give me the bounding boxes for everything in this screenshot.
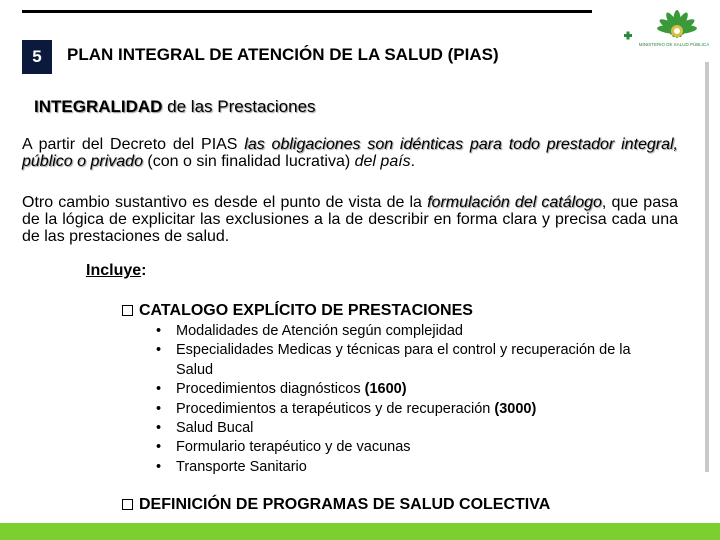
list-item xyxy=(156,438,656,457)
p1-text-a: A partir del Decreto del PIAS xyxy=(22,136,245,153)
section-heading-programs xyxy=(122,496,550,514)
section-heading-catalog xyxy=(122,302,473,320)
includes-word: Incluye xyxy=(86,262,142,279)
includes-colon: : xyxy=(141,262,147,279)
catalog-list xyxy=(156,322,656,477)
list-item xyxy=(156,458,656,477)
seal-logo xyxy=(617,4,717,62)
item-text: Transporte Sanitario xyxy=(176,458,307,475)
top-rule xyxy=(22,10,592,13)
p2-text-a: Otro cambio sustantivo es desde el punto de vista de la xyxy=(22,194,428,211)
item-text: Formulario terapéutico y de vacunas xyxy=(176,439,411,456)
item-count: (1600) xyxy=(364,381,407,398)
list-item xyxy=(156,419,656,438)
p1-text-b: (con o sin finalidad lucrativa) xyxy=(142,153,355,170)
slide-title: PLAN INTEGRAL DE ATENCIÓN DE LA SALUD (PIAS) xyxy=(67,45,499,64)
list-item xyxy=(156,341,656,380)
subtitle-rest: de las Prestaciones xyxy=(162,97,316,116)
right-rule xyxy=(705,62,709,472)
section-subtitle xyxy=(34,97,316,117)
item-text: Especialidades Medicas y técnicas para el control y recuperación de la Salud xyxy=(176,342,631,378)
logo-caption: MINISTERIO DE SALUD PÚBLICA xyxy=(638,42,710,47)
item-text: Procedimientos diagnósticos xyxy=(176,381,365,398)
list-item xyxy=(156,380,656,399)
item-text: Procedimientos a terapéuticos y de recuperación xyxy=(176,400,495,417)
checkbox-bullet-icon xyxy=(122,305,133,316)
footer-bar xyxy=(0,523,720,540)
includes-label xyxy=(86,262,146,280)
slide-number-badge: 5 xyxy=(22,40,52,74)
list-item xyxy=(156,400,656,419)
paragraph-2 xyxy=(22,194,678,245)
p1-text-c: . xyxy=(410,153,416,170)
item-text: Salud Bucal xyxy=(176,420,254,437)
item-text: Modalidades de Atención según complejidad xyxy=(176,323,463,339)
p2-text-b: , que pasa de la lógica de explicitar las exclusiones a la de describir en forma clara y precisa cada una de las prestaciones de salud. xyxy=(22,194,679,245)
p1-emphasis-a: las obligaciones son idénticas para todo prestador integral, público o privado xyxy=(22,136,678,170)
p2-emphasis: formulación del catálogo xyxy=(427,194,602,211)
item-count: (3000) xyxy=(494,400,537,417)
sun-tree-icon xyxy=(617,4,717,44)
programs-heading-text: DEFINICIÓN DE PROGRAMAS DE SALUD COLECTIVA xyxy=(139,496,551,513)
subtitle-strong: INTEGRALIDAD xyxy=(34,97,163,116)
catalog-heading-text: CATALOGO EXPLÍCITO DE PRESTACIONES xyxy=(139,302,473,319)
list-item xyxy=(156,322,656,341)
checkbox-bullet-icon xyxy=(122,499,133,510)
paragraph-1 xyxy=(22,136,678,170)
p1-emphasis-b: del país xyxy=(354,153,411,170)
